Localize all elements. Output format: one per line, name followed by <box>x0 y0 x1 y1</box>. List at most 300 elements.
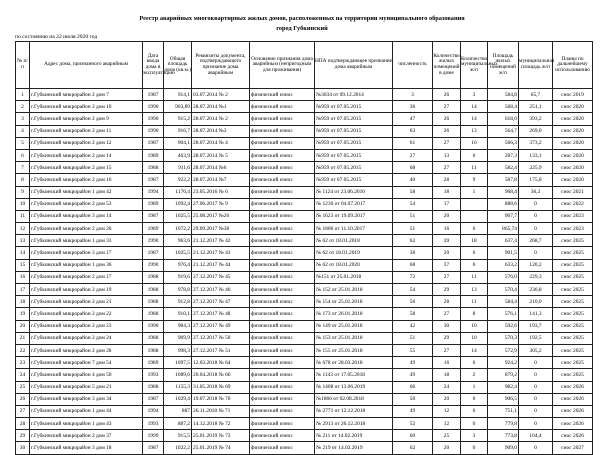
cell-dwellings-area: 907,7 <box>488 210 519 222</box>
cell-municipal-area: 65,7 <box>519 89 553 101</box>
cell-address: г.Губкинский микрорайон 3 дом 14 <box>30 210 143 222</box>
cell-basis: физический износ <box>250 174 315 186</box>
cell-commission-year: 1988 <box>143 308 164 320</box>
cell-municipal-count: 1 <box>461 186 488 198</box>
cell-basis: физический износ <box>250 113 315 125</box>
cell-basis: физический износ <box>250 101 315 113</box>
cell-number: 10 <box>16 198 30 210</box>
cell-municipal-area: 175,8 <box>519 174 553 186</box>
cell-municipal-count: 6 <box>461 149 488 161</box>
cell-dwellings-area: 564,7 <box>488 125 519 137</box>
col-header-total-area: Общая площадь дома (кв.м.) <box>164 42 192 89</box>
cell-legal-act: № 1143 от 17.05.2018 <box>315 369 393 381</box>
cell-total-area: 1097,5 <box>164 357 192 369</box>
cell-commission-year: 1987 <box>143 89 164 101</box>
cell-dwellings-count: 18 <box>433 369 461 381</box>
cell-municipal-count: 3 <box>461 430 488 442</box>
cell-address: г.Губкинский микрорайон 2 дом 7 <box>30 89 143 101</box>
cell-legal-act: №959 от 07.05.2015 <box>315 101 393 113</box>
cell-number: 13 <box>16 235 30 247</box>
cell-plan: снос 2020 <box>553 113 593 125</box>
cell-dwellings-count: 29 <box>433 284 461 296</box>
cell-document-details: 27.12.2017 № 50 <box>192 332 250 344</box>
cell-total-area: 1029,4 <box>164 393 192 405</box>
cell-address: г.Губкинский микрорайон 2 дом 15 <box>30 162 143 174</box>
cell-plan: снос 2025 <box>553 369 593 381</box>
cell-document-details: 03.07.2014 № 2 <box>192 89 250 101</box>
cell-number: 17 <box>16 284 30 296</box>
table-row <box>16 210 593 222</box>
cell-document-details: 19.07.2018 № 70 <box>192 393 250 405</box>
cell-document-details: 27.06.2017 № 9 <box>192 198 250 210</box>
cell-address: г.Губкинский микрорайон 2 дом 9 <box>30 113 143 125</box>
cell-number: 6 <box>16 149 30 161</box>
cell-address: г.Губкинский микрорайон 2 дом 11 <box>30 125 143 137</box>
cell-number: 2 <box>16 101 30 113</box>
cell-dwellings-area: 865,74 <box>488 223 519 235</box>
cell-address: г.Губкинский микрорайон 1 дом 44 <box>30 405 143 417</box>
cell-population: 54 <box>393 284 433 296</box>
cell-municipal-area: 0 <box>519 210 553 222</box>
cell-total-area: 919,6 <box>164 271 192 283</box>
cell-municipal-area: 251,1 <box>519 101 553 113</box>
cell-total-area: 887 <box>164 405 192 417</box>
cell-population: 47 <box>393 113 433 125</box>
cell-legal-act: №1866 от 02.08.2018 <box>315 393 393 405</box>
cell-total-area: 887,2 <box>164 418 192 430</box>
cell-municipal-count: 13 <box>461 284 488 296</box>
cell-dwellings-area: 584,8 <box>488 89 519 101</box>
cell-municipal-count: 10 <box>461 320 488 332</box>
cell-document-details: 25.08.2017 №26 <box>192 210 250 222</box>
cell-population: 55 <box>393 344 433 356</box>
cell-dwellings-area: 592,6 <box>488 320 519 332</box>
cell-dwellings-area: 576,1 <box>488 308 519 320</box>
cell-plan: снос 2025 <box>553 308 593 320</box>
cell-municipal-area: 0 <box>519 381 553 393</box>
cell-document-details: 12.03.2018 № 64 <box>192 357 250 369</box>
cell-basis: физический износ <box>250 89 315 101</box>
cell-dwellings-count: 13 <box>433 149 461 161</box>
cell-commission-year: 1987 <box>143 442 164 454</box>
cell-plan: снос 2025 <box>553 320 593 332</box>
cell-population: 62 <box>393 442 433 454</box>
cell-basis: физический износ <box>250 442 315 454</box>
cell-plan: снос 2025 <box>553 357 593 369</box>
cell-plan: снос 2020 <box>553 162 593 174</box>
cell-plan: снос 2020 <box>553 125 593 137</box>
cell-basis: физический износ <box>250 332 315 344</box>
cell-population: 60 <box>393 430 433 442</box>
cell-number: 8 <box>16 174 30 186</box>
col-header-legal-act: НПА подтверждающее признание дома аварийным <box>315 42 393 89</box>
cell-municipal-count: 0 <box>461 418 488 430</box>
cell-number: 16 <box>16 271 30 283</box>
cell-address: г.Губкинский микрорайон 3 дом 17 <box>30 247 143 259</box>
cell-address: г.Губкинский микрорайон 2 дом 12 <box>30 137 143 149</box>
cell-address: г.Губкинский микрорайон 3 дом 34 <box>30 393 143 405</box>
cell-address: г.Губкинский микрорайон 2 дом 26 <box>30 223 143 235</box>
table-row <box>16 89 593 101</box>
cell-basis: физический износ <box>250 210 315 222</box>
col-header-municipal-count: Количество муниципальных ж/п <box>461 42 488 89</box>
cell-municipal-area: 0 <box>519 357 553 369</box>
cell-commission-year: 1988 <box>143 381 164 393</box>
cell-dwellings-count: 29 <box>433 332 461 344</box>
cell-dwellings-area: 566,3 <box>488 137 519 149</box>
table-row <box>16 296 593 308</box>
cell-population: 40 <box>393 174 433 186</box>
cell-basis: физический износ <box>250 235 315 247</box>
cell-commission-year: 1989 <box>143 357 164 369</box>
cell-municipal-area: 373,2 <box>519 137 553 149</box>
cell-municipal-area: 0 <box>519 405 553 417</box>
cell-number: 28 <box>16 418 30 430</box>
cell-basis: физический износ <box>250 296 315 308</box>
cell-legal-act: № 1236 от 04.07.2017 <box>315 198 393 210</box>
cell-population: 61 <box>393 137 433 149</box>
cell-address: г.Губкинский микрорайон 2 дом 10 <box>30 101 143 113</box>
as-of-date: по состоянию на 22 июля 2020 год <box>15 34 98 40</box>
col-header-commission-date: Дата ввода дома в эксплуатацию <box>143 42 164 89</box>
cell-dwellings-count: 20 <box>433 210 461 222</box>
cell-number: 26 <box>16 393 30 405</box>
table-row <box>16 149 593 161</box>
cell-legal-act: № 155 от 25.01.2018 <box>315 344 393 356</box>
cell-municipal-area: 393,2 <box>519 113 553 125</box>
cell-population: 38 <box>393 247 433 259</box>
cell-dwellings-area: 888,6 <box>488 198 519 210</box>
cell-number: 23 <box>16 357 30 369</box>
cell-legal-act: №959 от 07.05.2015 <box>315 137 393 149</box>
cell-dwellings-count: 20 <box>433 393 461 405</box>
cell-dwellings-count: 27 <box>433 344 461 356</box>
cell-dwellings-count: 27 <box>433 162 461 174</box>
cell-plan: снос 2025 <box>553 259 593 271</box>
cell-municipal-count: 14 <box>461 113 488 125</box>
cell-municipal-count: 8 <box>461 308 488 320</box>
cell-document-details: 28.07.2014 №7 <box>192 174 250 186</box>
cell-population: 72 <box>393 271 433 283</box>
cell-address: г.Губкинский микрорайон 1 дом 43 <box>30 418 143 430</box>
cell-address: г.Губкинский микрорайон 2 дом 24 <box>30 332 143 344</box>
cell-basis: физический износ <box>250 162 315 174</box>
cell-dwellings-area: 909,0 <box>488 442 519 454</box>
cell-total-area: 1176,4 <box>164 186 192 198</box>
cell-basis: физический износ <box>250 393 315 405</box>
cell-total-area: 903,89 <box>164 101 192 113</box>
cell-address: г.Губкинский микрорайон 2 дом 37 <box>30 430 143 442</box>
cell-plan: снос 2026 <box>553 393 593 405</box>
cell-population: 51 <box>393 210 433 222</box>
table-row <box>16 405 593 417</box>
cell-commission-year: 1988 <box>143 332 164 344</box>
table-header-row <box>16 42 593 89</box>
cell-plan: снос 2019 <box>553 89 593 101</box>
cell-population: 42 <box>393 320 433 332</box>
cell-commission-year: 1988 <box>143 344 164 356</box>
cell-number: 29 <box>16 430 30 442</box>
cell-address: г.Губкинский микрорайон 2 дом 17 <box>30 271 143 283</box>
col-header-address: Адрес дома, признанного аварийным <box>30 42 143 89</box>
cell-basis: физический износ <box>250 247 315 259</box>
table-row <box>16 174 593 186</box>
cell-plan: снос 2023 <box>553 223 593 235</box>
cell-legal-act: № 62 от 18.01.2018 <box>315 235 393 247</box>
cell-municipal-area: 225,9 <box>519 162 553 174</box>
cell-population: 49 <box>393 357 433 369</box>
cell-dwellings-area: 773,8 <box>488 430 519 442</box>
cell-municipal-count: 11 <box>461 162 488 174</box>
cell-document-details: 28.07.2014 № 2 <box>192 113 250 125</box>
cell-municipal-count: 9 <box>461 174 488 186</box>
cell-population: 49 <box>393 405 433 417</box>
cell-plan: снос 2025 <box>553 284 593 296</box>
cell-legal-act: № 211 от 14.02.2019 <box>315 430 393 442</box>
cell-dwellings-area: 982,4 <box>488 381 519 393</box>
cell-number: 7 <box>16 162 30 174</box>
table-row <box>16 198 593 210</box>
cell-total-area: 922,2 <box>164 174 192 186</box>
col-header-dwellings-count: Количество жилых помещений в доме <box>433 42 461 89</box>
cell-basis: физический износ <box>250 137 315 149</box>
cell-commission-year: 1990 <box>143 125 164 137</box>
cell-basis: физический износ <box>250 418 315 430</box>
cell-plan: снос 2025 <box>553 332 593 344</box>
cell-total-area: 904,1 <box>164 137 192 149</box>
cell-basis: физический износ <box>250 430 315 442</box>
cell-dwellings-count: 39 <box>433 235 461 247</box>
table-row <box>16 223 593 235</box>
cell-commission-year: 1999 <box>143 430 164 442</box>
cell-commission-year: 1987 <box>143 247 164 259</box>
cell-plan: снос 2020 <box>553 174 593 186</box>
cell-document-details: 31.05.2018 № 69 <box>192 381 250 393</box>
cell-population: 52 <box>393 418 433 430</box>
cell-municipal-count: 10 <box>461 332 488 344</box>
emergency-housing-registry-table <box>15 41 593 455</box>
cell-basis: физический износ <box>250 405 315 417</box>
cell-legal-act: № 154 от 25.01.2018 <box>315 296 393 308</box>
cell-commission-year: 1987 <box>143 174 164 186</box>
cell-total-area: 1089,6 <box>164 369 192 381</box>
cell-dwellings-area: 587,8 <box>488 174 519 186</box>
cell-number: 22 <box>16 344 30 356</box>
cell-legal-act: №959 от 07.05.2015 <box>315 174 393 186</box>
cell-commission-year: 1987 <box>143 393 164 405</box>
cell-municipal-count: 0 <box>461 357 488 369</box>
cell-document-details: 26.11.2018 № 71 <box>192 405 250 417</box>
cell-total-area: 463,9 <box>164 149 192 161</box>
cell-dwellings-count: 12 <box>433 405 461 417</box>
cell-dwellings-area: 568,4 <box>488 101 519 113</box>
col-header-dwellings-area: Площадь жилых помещений ж/п <box>488 42 519 89</box>
cell-legal-act: № 62 от 18.01.2020 <box>315 259 393 271</box>
cell-document-details: 25.01.2019 № 74 <box>192 442 250 454</box>
cell-municipal-area: 36,2 <box>519 186 553 198</box>
cell-document-details: 27.12.2017 № 51 <box>192 344 250 356</box>
cell-total-area: 998,3 <box>164 344 192 356</box>
cell-municipal-count: 3 <box>461 89 488 101</box>
table-row <box>16 101 593 113</box>
cell-total-area: 969,9 <box>164 332 192 344</box>
table-row <box>16 344 593 356</box>
cell-commission-year: 1988 <box>143 271 164 283</box>
cell-address: г.Губкинский микрорайон 2 дом 53 <box>30 198 143 210</box>
cell-plan: снос 2021 <box>553 186 593 198</box>
cell-dwellings-count: 27 <box>433 308 461 320</box>
table-row <box>16 381 593 393</box>
cell-document-details: 20.04.2018 № 66 <box>192 369 250 381</box>
table-row <box>16 320 593 332</box>
cell-municipal-count: 6 <box>461 259 488 271</box>
cell-population: 3 <box>393 89 433 101</box>
cell-commission-year: 1988 <box>143 284 164 296</box>
cell-legal-act: № 173 от 26.01.2018 <box>315 308 393 320</box>
table-row <box>16 137 593 149</box>
cell-commission-year: 1988 <box>143 296 164 308</box>
cell-number: 24 <box>16 369 30 381</box>
table-row <box>16 430 593 442</box>
cell-total-area: 910,1 <box>164 308 192 320</box>
cell-basis: физический износ <box>250 344 315 356</box>
table-row <box>16 308 593 320</box>
cell-population: 27 <box>393 149 433 161</box>
cell-dwellings-count: 27 <box>433 101 461 113</box>
cell-dwellings-count: 37 <box>433 259 461 271</box>
cell-number: 14 <box>16 247 30 259</box>
cell-legal-act: №959 от 07.05.2015 <box>315 162 393 174</box>
cell-dwellings-count: 16 <box>433 223 461 235</box>
cell-municipal-count: 0 <box>461 223 488 235</box>
cell-population: 56 <box>393 296 433 308</box>
cell-dwellings-area: 570,4 <box>488 284 519 296</box>
cell-plan: снос 2026 <box>553 430 593 442</box>
table-row <box>16 418 593 430</box>
cell-municipal-count: 14 <box>461 344 488 356</box>
table-row <box>16 271 593 283</box>
table-row <box>16 259 593 271</box>
cell-document-details: 21.12.2017 № 43 <box>192 247 250 259</box>
cell-commission-year: 1990 <box>143 101 164 113</box>
cell-address: г.Губкинский микрорайон 5 дом 21 <box>30 381 143 393</box>
cell-municipal-count: 0 <box>461 247 488 259</box>
cell-commission-year: 1989 <box>143 198 164 210</box>
cell-basis: физический износ <box>250 284 315 296</box>
cell-legal-act: №959 от 07.05.2015 <box>315 149 393 161</box>
cell-total-area: 1025,5 <box>164 210 192 222</box>
cell-number: 1 <box>16 89 30 101</box>
cell-commission-year: 1987 <box>143 137 164 149</box>
cell-municipal-count: 18 <box>461 235 488 247</box>
cell-plan: снос 2020 <box>553 137 593 149</box>
table-row <box>16 284 593 296</box>
cell-municipal-count: 2 <box>461 369 488 381</box>
cell-population: 66 <box>393 381 433 393</box>
cell-population: 36 <box>393 101 433 113</box>
cell-address: г.Губкинский микрорайон 1 дом 42 <box>30 186 143 198</box>
cell-basis: физический износ <box>250 308 315 320</box>
cell-dwellings-area: 582,4 <box>488 162 519 174</box>
cell-number: 20 <box>16 320 30 332</box>
cell-total-area: 1025,5 <box>164 247 192 259</box>
cell-municipal-area: 0 <box>519 247 553 259</box>
cell-population: 58 <box>393 186 433 198</box>
cell-municipal-count <box>461 198 488 210</box>
cell-legal-act: № 153 от 25.01.2018 <box>315 332 393 344</box>
col-header-document-details: Реквизиты документа, подтверждающего признание дома аварийным <box>192 42 250 89</box>
cell-legal-act: № 1806 от 11.10.2017 <box>315 223 393 235</box>
cell-total-area: 1072,2 <box>164 223 192 235</box>
cell-basis: физический износ <box>250 320 315 332</box>
cell-plan: снос 2025 <box>553 296 593 308</box>
col-header-number: № п/п <box>16 42 30 89</box>
cell-number: 27 <box>16 405 30 417</box>
cell-address: г.Губкинский микрорайон 3 дом 18 <box>30 442 143 454</box>
cell-municipal-count: 11 <box>461 296 488 308</box>
cell-municipal-area: 210,0 <box>519 296 553 308</box>
cell-population: 51 <box>393 332 433 344</box>
cell-plan: снос 2026 <box>553 381 593 393</box>
cell-dwellings-area: 584,4 <box>488 296 519 308</box>
table-row <box>16 235 593 247</box>
cell-total-area: 984,3 <box>164 320 192 332</box>
cell-dwellings-count: 16 <box>433 357 461 369</box>
col-header-basis: Основание признания дома аварийным (непригодным для проживания) <box>250 42 315 89</box>
cell-address: г.Губкинский микрорайон 2 дом 23 <box>30 320 143 332</box>
cell-municipal-count: 16 <box>461 137 488 149</box>
cell-total-area: 1022,2 <box>164 442 192 454</box>
cell-dwellings-count: 27 <box>433 137 461 149</box>
cell-commission-year: 1994 <box>143 186 164 198</box>
cell-municipal-count: 13 <box>461 125 488 137</box>
cell-document-details: 21.12.2017 № 44 <box>192 259 250 271</box>
cell-dwellings-area: 968,4 <box>488 186 519 198</box>
cell-address: г.Губкинский микрорайон 2 дом 28 <box>30 344 143 356</box>
table-row <box>16 442 593 454</box>
cell-legal-act: № 62 от 18.01.2019 <box>315 247 393 259</box>
cell-dwellings-area: 633,2 <box>488 259 519 271</box>
table-row <box>16 393 593 405</box>
cell-document-details: 28.07.2014 №1 <box>192 101 250 113</box>
cell-dwellings-area: 618,0 <box>488 113 519 125</box>
cell-municipal-area: 120,2 <box>519 259 553 271</box>
table-row <box>16 113 593 125</box>
cell-population: 68 <box>393 162 433 174</box>
cell-commission-year: 1989 <box>143 149 164 161</box>
cell-legal-act: № 1124 от 23.06.2016 <box>315 186 393 198</box>
cell-municipal-count <box>461 210 488 222</box>
cell-number: 3 <box>16 113 30 125</box>
cell-legal-act: №151 от 25.01.2018 <box>315 271 393 283</box>
cell-number: 5 <box>16 137 30 149</box>
cell-total-area: 912,8 <box>164 296 192 308</box>
cell-commission-year: 1989 <box>143 223 164 235</box>
cell-municipal-count: 0 <box>461 442 488 454</box>
table-row <box>16 186 593 198</box>
cell-dwellings-count: 27 <box>433 271 461 283</box>
cell-municipal-area: 236,8 <box>519 284 553 296</box>
cell-legal-act: №959 от 07.05.2015 <box>315 125 393 137</box>
table-row <box>16 162 593 174</box>
cell-plan: снос 2023 <box>553 210 593 222</box>
cell-basis: физический износ <box>250 259 315 271</box>
cell-basis: физический износ <box>250 271 315 283</box>
cell-municipal-area: 141,3 <box>519 308 553 320</box>
cell-legal-act: № 2913 от 26.12.2018 <box>315 418 393 430</box>
cell-basis: физический износ <box>250 357 315 369</box>
cell-municipal-count: 14 <box>461 101 488 113</box>
